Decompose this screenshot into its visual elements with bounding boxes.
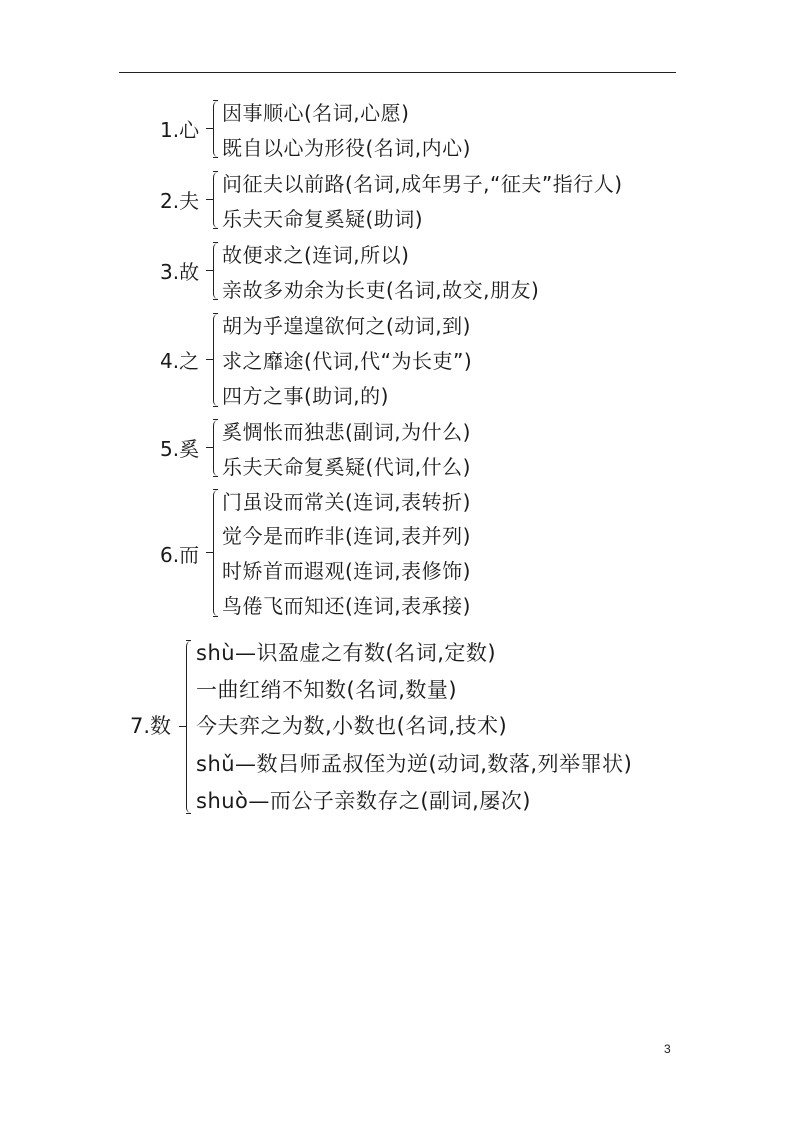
brace — [213, 420, 220, 476]
entry-item: 求之靡途(代词,代“为长吏”) — [222, 349, 473, 373]
entry-item: shù—识盈虚之有数(名词,定数) — [196, 641, 497, 665]
entry-label: 3.故 — [160, 260, 200, 284]
brace — [213, 490, 220, 616]
entry-item: 时矫首而遐观(连词,表修饰) — [222, 559, 471, 583]
page-number: 3 — [664, 1042, 671, 1056]
brace — [186, 641, 193, 813]
entry-label: 7.数 — [130, 714, 172, 738]
brace — [213, 314, 220, 406]
entry-item: 既自以心为形役(名词,内心) — [222, 136, 471, 160]
entry-item: 一曲红绡不知数(名词,数量) — [196, 678, 458, 702]
entry-label: 5.奚 — [160, 437, 200, 461]
brace — [213, 243, 220, 299]
entry-item: 乐夫天命复奚疑(代词,什么) — [222, 455, 471, 479]
entry-label: 2.夫 — [160, 189, 200, 213]
header-rule — [119, 72, 676, 73]
entry-item: shuò—而公子亲数存之(副词,屡次) — [196, 789, 531, 813]
entry-label: 6.而 — [160, 543, 200, 567]
entry-item: 今夫弈之为数,小数也(名词,技术) — [196, 714, 508, 738]
brace — [213, 101, 220, 157]
entry-item: 故便求之(连词,所以) — [222, 243, 410, 267]
entry-item: 奚惆怅而独悲(副词,为什么) — [222, 420, 471, 444]
entry-item: 觉今是而昨非(连词,表并列) — [222, 524, 471, 548]
brace — [213, 172, 220, 228]
entry-item: 四方之事(助词,的) — [222, 384, 389, 408]
entry-item: shǔ—数吕师孟叔侄为逆(动词,数落,列举罪状) — [196, 752, 633, 776]
entry-item: 问征夫以前路(名词,成年男子,“征夫”指行人) — [222, 172, 623, 196]
entry-item: 因事顺心(名词,心愿) — [222, 101, 410, 125]
entry-item: 门虽设而常关(连词,表转折) — [222, 490, 471, 514]
entry-label: 1.心 — [160, 118, 200, 142]
entry-item: 鸟倦飞而知还(连词,表承接) — [222, 594, 471, 618]
entry-item: 亲故多劝余为长吏(名词,故交,朋友) — [222, 278, 540, 302]
entry-item: 乐夫天命复奚疑(助词) — [222, 207, 424, 231]
entry-label: 4.之 — [160, 349, 200, 373]
entry-item: 胡为乎遑遑欲何之(动词,到) — [222, 314, 471, 338]
